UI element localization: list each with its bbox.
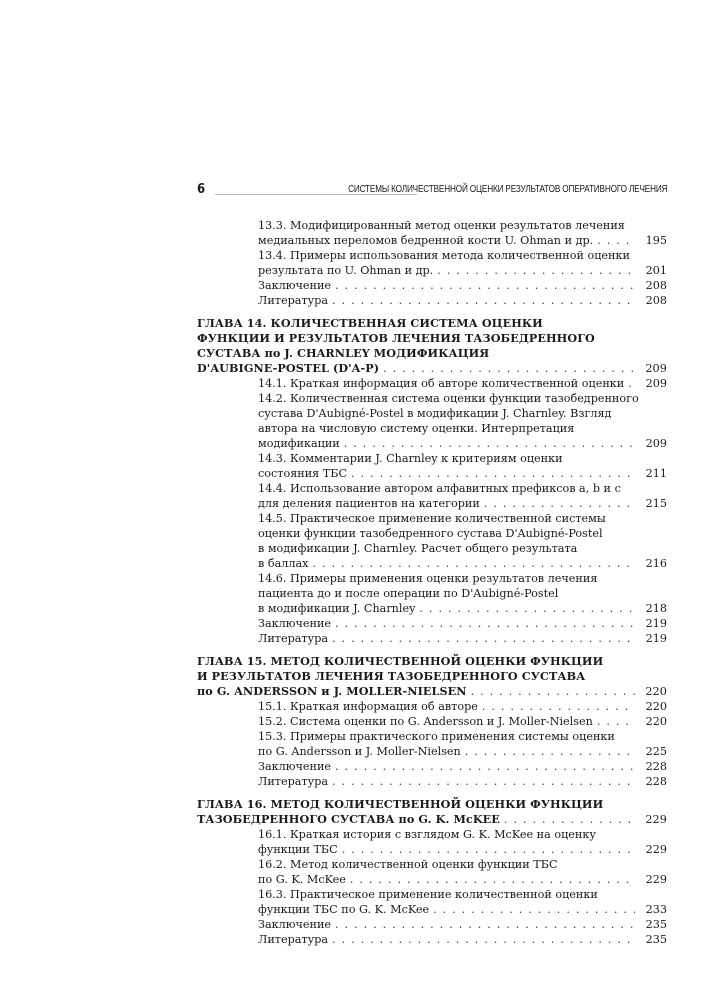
toc-entry[interactable] [197,774,667,789]
toc-entry-text: ГЛАВА 14. КОЛИЧЕСТВЕННАЯ СИСТЕМА ОЦЕНКИ [197,316,543,330]
toc-entry-title: 15.1. Краткая информация об авторе [258,700,478,713]
toc-entry-text: 16.3. Практическое применение количественной оценки [258,888,598,901]
toc-page-number: 228 [645,775,667,788]
toc-entry-text: 16.2. Метод количественной оценки функции ТБС [258,858,558,871]
dot-leader [597,714,635,729]
toc-page-number: 216 [645,557,667,570]
toc-entry-title: ТАЗОБЕДРЕННОГО СУСТАВА по G. K. McKEE [197,812,500,826]
toc-entry-text: сустава D'Aubigné-Postel в модификации J. Charnley. Взгляд [258,407,612,420]
toc-entry-text: 13.4. Примеры использования метода количественной оценки [258,249,630,262]
toc-entry[interactable] [197,857,667,887]
toc-entry-title: Литература [258,933,329,946]
toc-entry[interactable] [197,376,667,391]
toc-chapter[interactable] [197,797,667,827]
toc-entry-text: ГЛАВА 16. МЕТОД КОЛИЧЕСТВЕННОЙ ОЦЕНКИ ФУНКЦИИ [197,797,604,811]
toc-entry-title: Заключение [258,617,332,630]
dot-leader [504,812,635,827]
section-gap [197,308,667,316]
toc-entry-title: 15.2. Система оценки по G. Andersson и J. Moller-Nielsen [258,715,593,728]
toc-page-number: 215 [645,497,667,510]
dot-leader [335,278,635,293]
toc-page-number: 220 [645,715,667,728]
dot-leader [628,376,635,391]
toc-page-number: 208 [645,294,667,307]
toc-entry-title: состояния ТБС [258,467,348,480]
running-header [197,182,667,200]
toc-entry-title: в баллах [258,557,309,570]
toc-page-number: 229 [645,873,667,886]
toc-entry[interactable] [197,699,667,714]
toc-entry-text: 14.3. Комментарии J. Charnley к критериям оценки [258,452,563,465]
toc-entry[interactable] [197,451,667,481]
toc-entry[interactable] [197,631,667,646]
toc-entry-title: функции ТБС [258,843,338,856]
toc-entry[interactable] [197,391,667,451]
dot-leader [312,556,635,571]
toc-entry-title: по G. Andersson и J. Moller-Nielsen [258,745,461,758]
dot-leader [332,932,635,947]
toc-page-number: 219 [645,617,667,630]
toc-entry[interactable] [197,759,667,774]
toc-entry-text: оценки функции тазобедренного сустава D'Aubigné-Postel [258,527,603,540]
toc-page-number: 235 [645,918,667,931]
dot-leader [433,902,635,917]
dot-leader [335,917,635,932]
toc-entry-title: Заключение [258,760,332,773]
dot-leader [335,616,635,631]
toc-entry-title: 14.1. Краткая информация об авторе количественной оценки [258,377,625,390]
toc-entry-text: ГЛАВА 15. МЕТОД КОЛИЧЕСТВЕННОЙ ОЦЕНКИ ФУНКЦИИ [197,654,604,668]
toc-entry-text: 14.2. Количественная система оценки функции тазобедренного [258,392,639,405]
toc-page-number: 218 [645,602,667,615]
toc-entry-title: медиальных переломов бедренной кости U. Ohman и др. [258,234,594,247]
toc-entry[interactable] [197,887,667,917]
dot-leader [344,436,635,451]
toc-entry-text: 14.4. Использование автором алфавитных префиксов a, b и c [258,482,621,495]
toc-entry[interactable] [197,714,667,729]
toc-entry-text: автора на числовую систему оценки. Интерпретация [258,422,575,435]
toc-page-number: 208 [645,279,667,292]
toc-entry-title: результата по U. Ohman и др. [258,264,434,277]
toc-entry-title: Заключение [258,279,332,292]
toc-entry-text: ФУНКЦИИ И РЕЗУЛЬТАТОВ ЛЕЧЕНИЯ ТАЗОБЕДРЕННОГО [197,331,595,345]
toc-entry-text: 13.3. Модифицированный метод оценки результатов лечения [258,219,625,232]
running-title: СИСТЕМЫ КОЛИЧЕСТВЕННОЙ ОЦЕНКИ РЕЗУЛЬТАТОВ ОПЕРАТИВНОГО ЛЕЧЕНИЯ [347,184,667,195]
toc-entry-text: в модификации J. Charnley. Расчет общего результата [258,542,578,555]
toc-entry-title: для деления пациентов на категории [258,497,480,510]
toc-entry[interactable] [197,481,667,511]
toc-page-number: 209 [645,377,667,390]
dot-leader [437,263,635,278]
toc-entry-title: D'AUBIGNE-POSTEL (D'A-P) [197,361,380,375]
toc-entry-title: Литература [258,632,329,645]
dot-leader [484,496,635,511]
toc-entry-text: И РЕЗУЛЬТАТОВ ЛЕЧЕНИЯ ТАЗОБЕДРЕННОГО СУСТАВА [197,669,586,683]
toc-entry-text: 15.3. Примеры практического применения системы оценки [258,730,615,743]
toc-page-number: 220 [645,685,667,698]
toc-entry[interactable] [197,917,667,932]
section-gap [197,789,667,797]
dot-leader [332,631,635,646]
dot-leader [351,466,635,481]
toc-entry-text: 14.5. Практическое применение количественной системы [258,512,606,525]
dot-leader [465,744,635,759]
toc-page-number: 228 [645,760,667,773]
toc-page-number: 229 [645,843,667,856]
toc-entry[interactable] [197,571,667,616]
toc-page-number: 209 [645,437,667,450]
toc-entry-text: СУСТАВА по J. CHARNLEY МОДИФИКАЦИЯ [197,346,490,360]
toc-page-number: 211 [645,467,667,480]
toc-entry-title: функции ТБС по G. K. McKee [258,903,430,916]
toc-entry-text: пациента до и после операции по D'Aubigné-Postel [258,587,559,600]
dot-leader [383,361,635,376]
toc-page-number: 209 [645,362,667,375]
toc-entry[interactable] [197,827,667,857]
toc-entry[interactable] [197,248,667,278]
toc-chapter[interactable] [197,316,667,376]
table-of-contents [197,218,667,947]
toc-page-number: 225 [645,745,667,758]
toc-page-number: 219 [645,632,667,645]
toc-entry[interactable] [197,511,667,571]
dot-leader [419,601,635,616]
toc-entry-title: по G. ANDERSSON и J. MOLLER-NIELSEN [197,684,467,698]
toc-page-number: 229 [645,813,667,826]
toc-entry-title: в модификации J. Charnley [258,602,416,615]
section-gap [197,646,667,654]
toc-entry-title: Литература [258,294,329,307]
toc-entry[interactable] [197,278,667,293]
toc-entry[interactable] [197,218,667,248]
toc-entry-title: Литература [258,775,329,788]
dot-leader [350,872,635,887]
toc-page-number: 233 [645,903,667,916]
toc-page-number: 201 [645,264,667,277]
dot-leader [597,233,635,248]
page-number: 6 [197,182,206,197]
toc-entry-title: модификации [258,437,340,450]
toc-entry[interactable] [197,293,667,308]
toc-page-number: 195 [645,234,667,247]
dot-leader [335,759,635,774]
dot-leader [342,842,635,857]
toc-entry[interactable] [197,932,667,947]
toc-entry[interactable] [197,616,667,631]
toc-entry-title: по G. K. McKee [258,873,346,886]
dot-leader [482,699,635,714]
toc-entry-title: Заключение [258,918,332,931]
toc-page-number: 220 [645,700,667,713]
toc-chapter[interactable] [197,654,667,699]
toc-page-number: 235 [645,933,667,946]
dot-leader [471,684,635,699]
toc-entry-text: 14.6. Примеры применения оценки результатов лечения [258,572,598,585]
toc-entry[interactable] [197,729,667,759]
dot-leader [332,774,635,789]
toc-entry-text: 16.1. Краткая история с взглядом G. K. McKee на оценку [258,828,596,841]
dot-leader [332,293,635,308]
